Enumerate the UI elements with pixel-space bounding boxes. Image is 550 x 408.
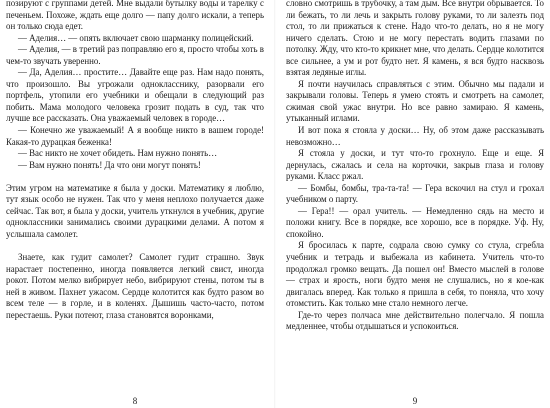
book-gutter	[274, 0, 276, 408]
paragraph: — Да, Аделия… простите… Давайте еще раз. Нам надо понять, что произошло. Вы угрожали однокласснику, разорвали его портфель, утопили его учебники и обещали в следующий раз побить. Мама молодого человека грозит подать в суд, так что лучше все рассказать. Она уважаемый человек в городе…	[6, 67, 264, 124]
paragraph: Я бросилась к парте, содрала свою сумку со стула, сгребла учебник и тетрадь и выбежала из кабинета. Учитель что-то продолжал громко вещать. Да пошел он! Вместо мыслей в голове — страх и ярость, ноги будто меня не слушались, но я кое-как двигалась вперед. Как только я пришла в себя, то поняла, что хочу отомстить. Как только мне стало немного легче.	[286, 240, 544, 309]
paragraph: Этим угром на математике я была у доски. Математику я люблю, тут язык особо не нужен. Так что у меня неплохо получается даже сейчас. Так вот, я была у доски, учитель уткнулся в учебник, другие одноклассники занимались своими дурацкими делами. А потом я услышала самолет.	[6, 182, 264, 239]
paragraph: Я стояла у доски, и тут что-то грохнуло. Еще и еще. Я дернулась, сжалась и села на корточки, закрыв глаза и голову руками. Класс ржал.	[286, 148, 544, 182]
paragraph: — Вам нужно понять! Да что они могут понять!	[18, 159, 201, 170]
paragraph: Где-то через полчаса мне действительно полегчало. Я пошла медленнее, чтобы отдышаться и успокоиться.	[286, 309, 544, 332]
right-page-text	[286, 0, 544, 333]
page-number: 8	[132, 396, 138, 406]
paragraph: — Вас никто не хочет обидеть. Нам нужно понять…	[18, 148, 218, 159]
paragraph: — Аделия, — в третий раз поправляю его я, просто чтобы хоть в чем-то звучать уверенно.	[6, 44, 264, 66]
page-number: 9	[412, 396, 418, 406]
paragraph: Я почти научилась справляться с этим. Обычно мы падали и закрывали головы. Теперь я умею стоять и смотреть на самолет, сжимая свой ужас внутри. Но все равно замираю. Я камень, утыканный иглами.	[286, 78, 544, 124]
paragraph: — Бомбы, бомбы, тра-та-та! — Гера вскочил на стул и грохал учебником о парту.	[286, 182, 544, 205]
left-page	[6, 0, 264, 408]
right-page	[286, 0, 544, 408]
paragraph: И вот пока я стояла у доски… Ну, об этом даже рассказывать невозможно…	[286, 125, 544, 147]
paragraph: — Аделия… — опять включает свою шарманку полицейский.	[18, 32, 254, 43]
paragraph: позируют с группами детей. Мне выдали бутылку воды и тарелку с печеньем. Похоже, ждать еще долго — папу долго искали, а теперь он только сюда едет.	[6, 0, 264, 32]
paragraph: Знаете, как гудит самолет? Самолет гудит страшно. Звук нарастает постепенно, иногда появляется легкий свист, иногда рокот. Потом мелко вибрирует небо, вибрируют стены, потом ты в ней в живом. Пахнет ужасом. Сердце колотится как будто разом во всем теле — в горле, и в коленях. Дышишь часто-часто, потом перестаешь. Руки потеют, глаза становятся воронками,	[6, 252, 264, 320]
paragraph: — Гера!! — орал учитель. — Немедленно сядь на место и положи книгу. Все в порядке, все хорошо, все в порядке. Уф. Ну, спокойно.	[286, 205, 544, 239]
paragraph: словно смотришь в трубочку, а там дым. Все внутри обрывается. То ли бежать, то ли лечь и закрыть голову руками, то ли залезть под стол, то ли прижаться к стене. Надо что-то делать, но я не могу ничего сделать. Стою и не могу перестать водить глазами по потолку. Жду, что кто-то крикнет мне, что делать. Сердце колотится все сильнее, а ум и рот будто нет. Я камень, я вся будто насквозь взятая ледяные иглы.	[286, 0, 544, 78]
left-page-text	[6, 0, 264, 321]
paragraph: — Конечно же уважаемый! А я вообще никто в вашем городе! Какая-то дурацкая беженка!	[6, 125, 264, 147]
